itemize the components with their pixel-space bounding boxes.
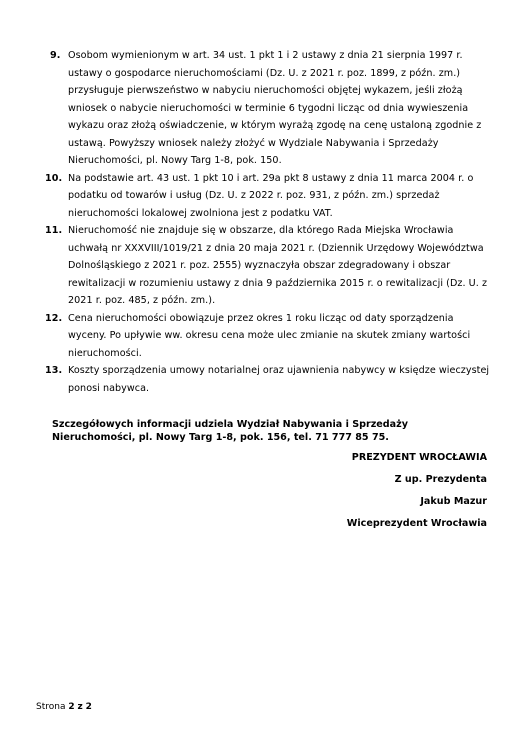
numbered-list bbox=[45, 47, 490, 397]
item-text: Cena nieruchomości obowiązuje przez okres 1 roku licząc od daty sporządzenia wyceny. Po upływie ww. okresu cena może ulec zmianie na skutek zmiany wartości nieruchomości. bbox=[68, 312, 471, 359]
signature-role: Wiceprezydent Wrocławia bbox=[346, 518, 487, 529]
list-item bbox=[45, 362, 490, 397]
page-separator: z bbox=[77, 702, 83, 712]
list-item bbox=[45, 222, 490, 310]
list-item bbox=[45, 170, 490, 223]
item-text: Nieruchomość nie znajduje się w obszarze, dla którego Rada Miejska Wrocławia uchwałą nr XXXVIII/1019/21 z dnia 20 maja 2021 r. (Dziennik Urzędowy Województwa Dolnośląskiego z 2021 r. poz. 2555) wyznaczyła obszar zdegradowany i obszar rewitalizacji w rozumieniu ustawy z dnia 9 października 2015 r. o rewitalizacji (Dz. U. z 2021 r. poz. 485, z późn. zm.). bbox=[68, 225, 488, 306]
page-label: Strona bbox=[36, 702, 66, 712]
list-item bbox=[45, 310, 490, 363]
item-number: 9. bbox=[50, 50, 61, 61]
page-current: 2 bbox=[68, 702, 75, 712]
signature-name: Jakub Mazur bbox=[420, 496, 487, 507]
page-footer bbox=[36, 701, 92, 713]
item-number: 11. bbox=[45, 225, 63, 236]
list-item bbox=[50, 47, 490, 170]
item-text: Osobom wymienionym w art. 34 ust. 1 pkt 1 i 2 ustawy z dnia 21 sierpnia 1997 r. ustawy o gospodarce nieruchomościami (Dz. U. z 2021 r. poz. 1899, z późn. zm.) przysługuje pierwszeństwo w nabyciu nieruchomości objętej wykazem, jeśli złożą wniosek o nabycie nieruchomości w terminie 6 tygodni licząc od dnia wywieszenia wykazu oraz złożą oświadczenie, w którym wyrażą zgodę na cenę ustaloną zgodnie z ustawą. Powyższy wniosek należy złożyć w Wydziale Nabywania i Sprzedaży Nieruchomości, pl. Nowy Targ 1-8, pok. 150. bbox=[68, 50, 482, 166]
signature-on-behalf: Z up. Prezydenta bbox=[394, 474, 487, 485]
item-text: Na podstawie art. 43 ust. 1 pkt 10 i art. 29a pkt 8 ustawy z dnia 11 marca 2004 r. o podatku od towarów i usług (Dz. U. z 2022 r. poz. 931, z późn. zm.) sprzedaż nieruchomości lokalowej zwolniona jest z podatku VAT. bbox=[68, 172, 474, 219]
page-total: 2 bbox=[85, 702, 92, 712]
signature-title: PREZYDENT WROCŁAWIA bbox=[351, 452, 487, 463]
contact-info-line: Nieruchomości, pl. Nowy Targ 1-8, pok. 156, tel. 71 777 85 75. bbox=[52, 432, 389, 443]
item-number: 12. bbox=[45, 312, 63, 324]
item-text: Koszty sporządzenia umowy notarialnej oraz ujawnienia nabywcy w księdze wieczystej ponosi nabywca. bbox=[68, 365, 490, 394]
item-number: 13. bbox=[45, 365, 63, 376]
item-number: 10. bbox=[45, 172, 63, 184]
contact-info bbox=[52, 418, 492, 444]
signature-block bbox=[347, 447, 487, 535]
contact-info-line: Szczegółowych informacji udziela Wydział Nabywania i Sprzedaży bbox=[52, 419, 408, 430]
